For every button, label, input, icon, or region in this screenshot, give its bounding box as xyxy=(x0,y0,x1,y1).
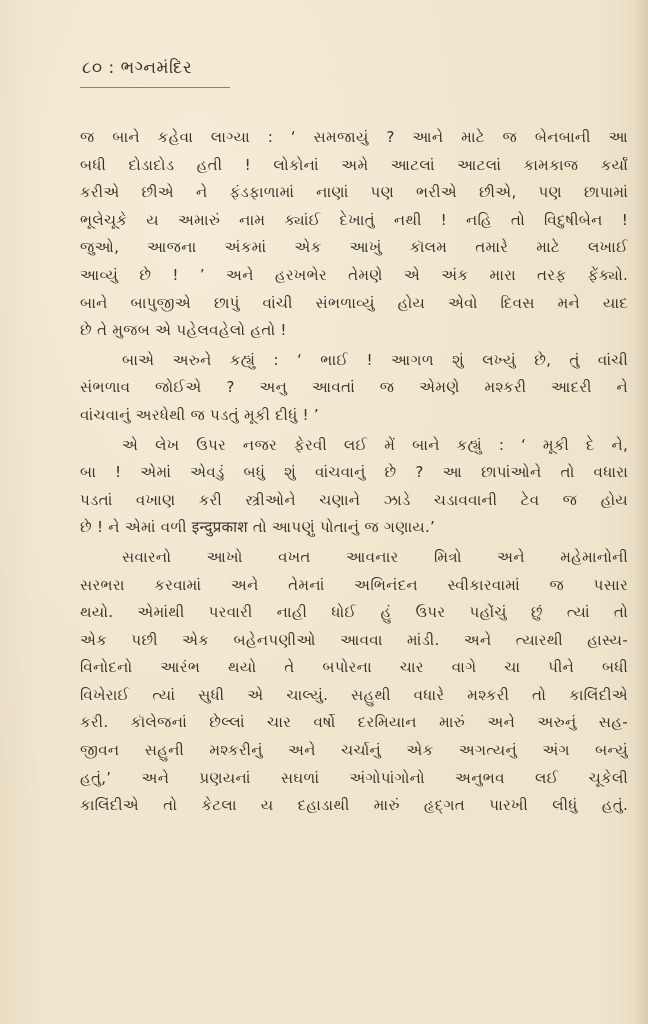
text-line: સવારનો આખો વખત આવનાર મિત્રો અને મહેમાનોની xyxy=(122,547,628,566)
text-line: થયો. એમાંથી પરવારી નાહી ધોઈ હું ઉપર પહોંચું છું ત્યાં તો xyxy=(80,603,628,622)
text-line: ભૂલેચૂકે ય અમારું નામ ક્યાંઈ દેખાતું નથી ! નહિ તો વિદુષીબેન ! xyxy=(80,210,628,229)
paragraph xyxy=(80,347,628,430)
text-line: આવ્યું છે ! ’ અને હરખભેર તેમણે એ અંક મારા તરફ ફેંક્યો. xyxy=(80,265,628,284)
text-line: સંભળાવ જોઈએ ? અનુ આવતાં જ એમણે મશ્કરી આદરી ને xyxy=(80,378,628,397)
text-line: હતું,’ અને પ્રણયનાં સઘળાં અંગોપાંગોનો અનુભવ લઈ ચૂકેલી xyxy=(80,768,628,787)
text-line: છે તે મુજબ એ પહેલવહેલો હતો ! xyxy=(80,321,287,340)
header-rule xyxy=(80,87,230,88)
paragraph xyxy=(80,432,628,542)
text-line: કરી. કૉલેજનાં છેલ્લાં ચાર વર્ષો દરમિયાન મારું અને અરુનું સહ- xyxy=(80,713,628,732)
text-line: જીવન સહુની મશ્કરીનું અને ચર્ચાનું એક અગત્યનું અંગ બન્યું xyxy=(80,741,628,760)
text-line: છે ! ને એમાં વળી इन्दुप्रकाश તો આપણું પોતાનું જ ગણાય.’ xyxy=(80,518,436,537)
running-head: ૮૦ : ભગ્નમંદિર xyxy=(82,58,193,78)
text-line: સરભરા કરવામાં અને તેમનાં અભિનંદન સ્વીકારવામાં જ પસાર xyxy=(80,575,628,594)
text-line: પડતાં વખાણ કરી સ્ત્રીઓને ચણાને ઝાડે ચડાવવાની ટેવ જ હોય xyxy=(80,490,628,509)
text-line: બાએ અરુને કહ્યું : ‘ ભાઈ ! આગળ શું લખ્યું છે, તું વાંચી xyxy=(122,350,628,369)
text-line: કાલિંદીએ તો કેટલા ય દહાડાથી મારું હૃદ્ગત પારખી લીધું હતું. xyxy=(80,796,628,815)
paragraph xyxy=(80,124,628,345)
page-edge-shadow xyxy=(634,0,648,1024)
text-line: જુઓ, આજના અંકમાં એક આખું કૉલમ તમારે માટે લખાઈ xyxy=(80,238,628,257)
text-line: વાંચવાનું અરધેથી જ પડતું મૂકી દીધું ! ’ xyxy=(80,405,319,424)
text-line: વિખેરાઈ ત્યાં સુધી એ ચાલ્યું. સહુથી વધારે મશ્કરી તો કાલિંદીએ xyxy=(80,685,628,704)
text-line: વિનોદનો આરંભ થયો તે બપોરના ચાર વાગે ચા પીને બધી xyxy=(80,658,628,677)
text-line: જ બાને કહેવા લાગ્યા : ‘ સમજાયું ? આને માટે જ બેનબાની આ xyxy=(80,128,628,146)
text-line: એ લેખ ઉપર નજર ફેરવી લઈ મેં બાને કહ્યું : ‘ મૂકી દે ને, xyxy=(122,435,628,454)
text-line: બધી દોડાદોડ હતી ! લોકોનાં અમે આટલાં આટલાં કામકાજ કર્યાં xyxy=(80,155,628,174)
text-line: બા ! એમાં એવડું બધું શું વાંચવાનું છે ? આ છાપાંઓને તો વધારા xyxy=(80,463,628,482)
text-line: એક પછી એક બહેનપણીઓ આવવા માંડી. અને ત્યારથી હાસ્ય- xyxy=(80,630,628,649)
paragraph xyxy=(80,544,628,820)
text-line: કરીએ છીએ ને ફંડફાળામાં નાણાં પણ ભરીએ છીએ, પણ છાપામાં xyxy=(80,183,628,202)
text-line: બાને બાપુજીએ છાપું વાંચી સંભળાવ્યું હોય એવો દિવસ મને યાદ xyxy=(80,293,628,312)
body-text xyxy=(80,124,628,820)
